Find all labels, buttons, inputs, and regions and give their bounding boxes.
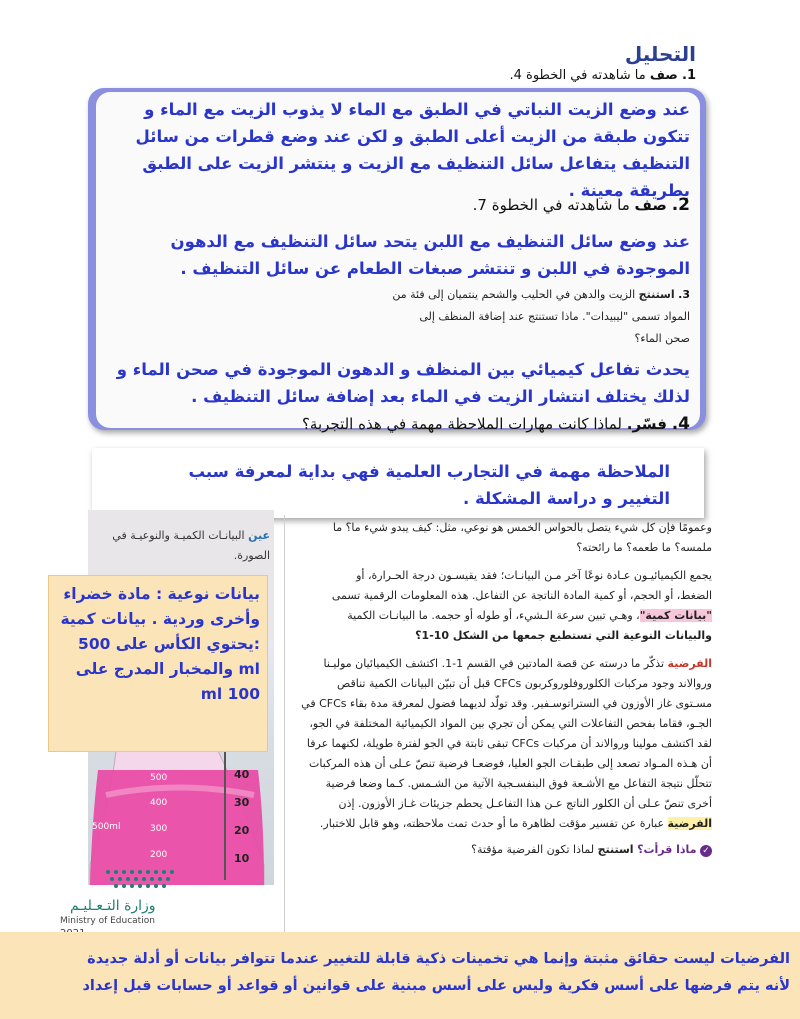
beaker-mark: 400 [150, 798, 168, 808]
body-line: ملمسه؟ ما طعمه؟ ما رائحته؟ [576, 541, 712, 554]
cylinder-mark: 20 [234, 824, 250, 837]
answer-3: يحدث تفاعل كيميائي بين المنظف و الدهون الموجودة في صحن الماء و لذلك يختلف انتشار الزيت في الماء بعد إضافة سائل التنظيف . [116, 360, 690, 406]
caption-text: الصورة. [233, 549, 270, 562]
question-number: 3. [678, 288, 690, 301]
question-number: 1. [682, 68, 696, 82]
reading-check-text: لماذا تكون الفرضية مؤقتة؟ [471, 843, 595, 856]
body-line: يجمع الكيميائيـون عـادة نوعًا آخر مـن البيانـات؛ فقد يقيسـون درجة الحـرارة، أو [356, 569, 712, 582]
body-line: تتحلّل نتيجة التفاعل مع الأشـعة فوق البنفسـجية الآتية من الشـمس. كـما وضعا فرضية [325, 777, 712, 790]
figure-answer: بيانات نوعية : مادة خضراء وأخرى وردية . بيانات كمية :يحتوي الكأس على 500 ml والمخبار المدرج على 100 ml [60, 585, 260, 703]
body-line [292, 654, 712, 674]
reading-check [292, 840, 712, 860]
cylinder-mark: 40 [234, 768, 250, 781]
ministry-name-ar: وزارة التـعـليـم [70, 898, 156, 914]
body-text-run: تذكّر ما درسته عن قصة المادتين في القسم 1-1. اكتشف الكيميائيان موليـنا [323, 657, 665, 670]
question-1 [196, 68, 696, 82]
body-line: لقد اكتشف مولينا وروالاند أن مركبات CFCs تبقى ثابتة في الجو لفترة طويلة، لكنهما عرفا [306, 737, 712, 750]
answer-1: عند وضع الزيت النباتي في الطبق مع الماء لا يذوب الزيت مع الماء و تتكون طبقة من الزيت أعلى الطبق و لكن عند وضع قطرات من سائل التنظيف يتفاعل سائل التنظيف مع الزيت و ينتشر الزيت على الطبق بطريقة معينة . [135, 100, 690, 200]
question-text: ما شاهدته في الخطوة 4. [509, 68, 646, 82]
caption-verb: عين [248, 529, 270, 542]
cylinder-mark: 30 [234, 796, 250, 809]
question-text: ما شاهدته في الخطوة 7. [472, 196, 630, 214]
answer-2: عند وضع سائل التنظيف مع اللبن يتحد سائل التنظيف مع الدهون الموجودة في اللبن و تنتشر صبغات الطعام عن سائل التنظيف . [170, 232, 690, 278]
question-text-line: صحن الماء؟ [634, 332, 690, 345]
caption-text: البيانـات الكميـة والنوعيـة في [112, 529, 245, 542]
body-line: الضغط، أو الحجم، أو كمية المادة الناتجة عن التفاعل. هذه المعلومات الرقمية تسمى [331, 589, 712, 602]
reading-check-label: ماذا قرأت؟ [637, 843, 697, 856]
answer-4: الملاحظة مهمة في التجارب العلمية فهي بداية لمعرفة سبب التغيير و دراسة المشكلة . [188, 462, 670, 508]
bottom-answer-line: الفرضيات ليست حقائق مثبتة وإنما هي تخمينات ذكية قابلة للتغيير عندما تتوافر بيانات أو أدلة جديدة [87, 951, 790, 967]
body-text-run: ، وهـي تبين سرعة الـشيء، أو طوله أو حجمه. ما البيانـات الكمية [347, 609, 640, 622]
check-icon: ✓ [700, 845, 712, 857]
question-verb: فسّر. [626, 415, 667, 433]
body-line: أن هـذه المـواد تصعد إلى طبقـات الجو العليا، فوضعـا فرضية تنصّ عـلى أن هذه المركبات [309, 757, 712, 770]
figure-caption [92, 526, 270, 566]
keyword-highlight: الفرضية [667, 817, 712, 830]
question-3 [360, 284, 690, 350]
body-line [292, 606, 712, 626]
ministry-logo-icon [100, 866, 190, 892]
question-number: 2. [671, 195, 690, 215]
question-text-line: الزيت والدهن في الحليب والشحم ينتميان إلى فئة من [392, 288, 636, 301]
bottom-answer-line: لأنه يتم فرضها على أسس فكرية وليس على أسس مبنية على قوانين أو قواعد أو حسابات قبل إعداد [82, 978, 790, 994]
body-line: والبيانات النوعية التي تستطيع جمعها من الشكل 10-1؟ [415, 629, 712, 642]
reading-check-verb: استنتج [597, 843, 634, 856]
cylinder-mark: 10 [234, 852, 250, 865]
body-line: أخرى تنصّ عـلى أن الكلور الناتج عـن هذا التفاعـل يحطم جزيئات غـاز الأوزون. إذن [338, 797, 712, 810]
body-line: مسـتوى غاز الأوزون في الستراتوسـفير. وقد تولّد لديهما فضول لمعرفة مدة بقاء CFCs في [301, 697, 712, 710]
body-line: وروالاند وجود مركبات الكلوروفلوروكربون CFCs قبل أن تبيّن البيانات الكمية تناقص [337, 677, 712, 690]
question-2 [190, 195, 690, 215]
question-verb: صف [649, 68, 678, 82]
question-4 [190, 414, 690, 434]
body-line: وعمومًا فإن كل شيء يتصل بالحواس الخمس هو نوعي، مثل: كيف يبدو شيء ما؟ ما [332, 521, 712, 534]
beaker-mark: 300 [150, 824, 168, 834]
body-text-run: عبارة عن تفسير مؤقت لظاهرة ما أو حدث تمت ملاحظته، وهو قابل للاختبار. [319, 817, 665, 830]
beaker-volume-label: 500ml [92, 822, 121, 832]
beaker-mark: 500 [150, 773, 168, 783]
question-text-line: المواد تسمى "ليبيدات". ماذا تستنتج عند إضافة المنظف إلى [419, 310, 690, 323]
column-divider [284, 515, 285, 935]
question-text: لماذا كانت مهارات الملاحظة مهمة في هذه التجربة؟ [301, 415, 622, 433]
section-title: التحليل [624, 42, 696, 66]
question-verb: صف [634, 196, 667, 214]
keyword-highlight: "بيانات كمية" [639, 609, 712, 622]
body-line: الجـو، فقاما بفحص التفاعلات التي يمكن أن تجري بين المواد الكيميائية المختلفة في الجو، [309, 717, 712, 730]
keyword-label: الفرضية [667, 657, 712, 670]
cylinder-scale [224, 740, 266, 880]
body-line [292, 814, 712, 834]
question-number: 4. [671, 414, 690, 434]
ministry-name-en: Ministry of Education [60, 916, 155, 926]
beaker-mark: 200 [150, 850, 168, 860]
question-verb: استنتج [638, 288, 675, 301]
bottom-answer [10, 946, 790, 1000]
body-text [292, 518, 712, 860]
